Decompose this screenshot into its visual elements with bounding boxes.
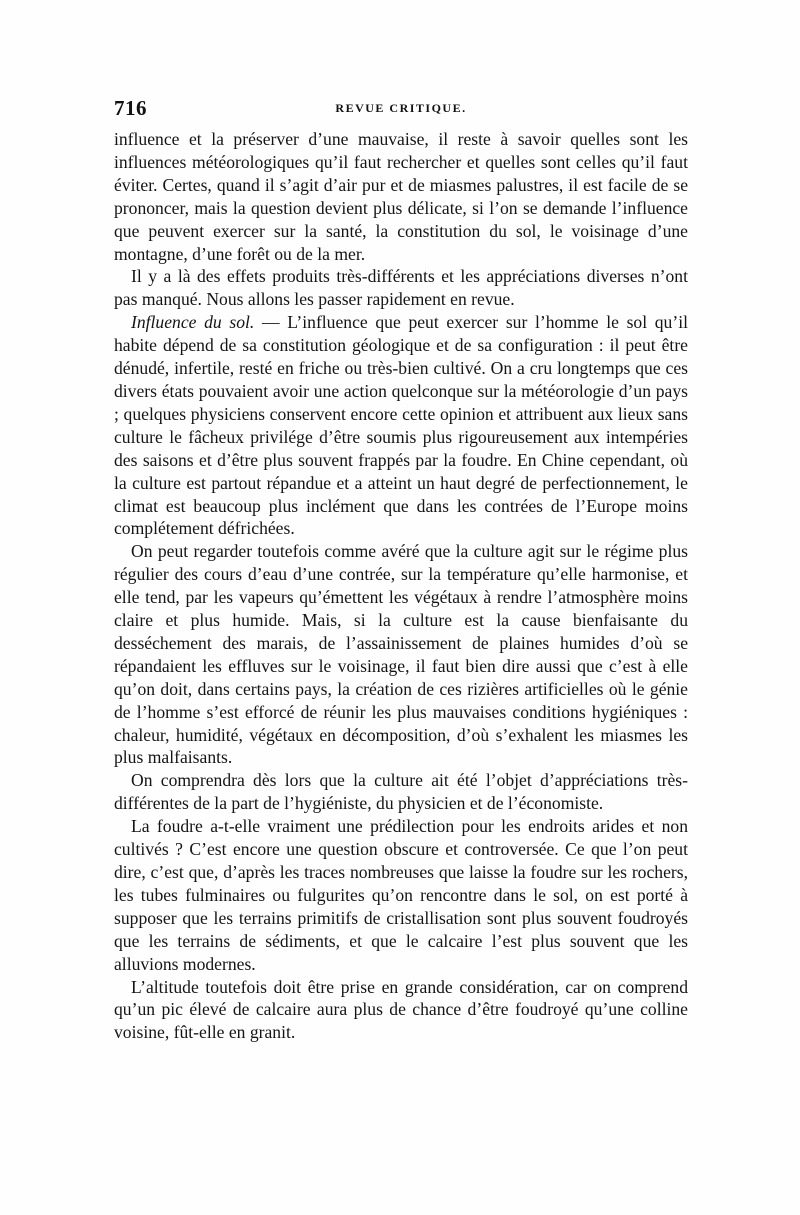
running-title: REVUE CRITIQUE. xyxy=(335,101,467,115)
paragraph-2: Il y a là des effets produits très-différents et les appréciations diverses n’ont pas manqué. Nous allons les passer rapidement en revue. xyxy=(114,266,688,310)
section-heading-influence-du-sol: Influence du sol. xyxy=(131,312,255,333)
paragraph-4: On peut regarder toutefois comme avéré que la culture agit sur le régime plus régulier des cours d’eau d’une contrée, sur la température qu’elle harmonise, et elle tend, par les vapeurs qu’émettent les végétaux à rendre l’atmosphère moins claire et plus humide. Mais, si la culture est la cause bienfaisante du desséchement des marais, de l’assainissement de plaines humides d’où se répandaient les effluves sur le voisinage, il faut bien dire aussi que c’est à elle qu’on doit, dans certains pays, la création de ces rizières artificielles où le génie de l’homme s’est efforcé de réunir les plus mauvaises conditions hygiéniques : chaleur, humidité, végétaux en décomposition, d’où s’exhalent les miasmes les plus malfaisants. xyxy=(114,541,688,768)
paragraph-7: L’altitude toutefois doit être prise en grande considération, car on comprend qu’un pic élevé de calcaire aura plus de chance d’être foudroyé qu’une colline voisine, fût-elle en granit. xyxy=(114,976,688,1043)
paragraph-3 xyxy=(114,311,688,540)
body-text xyxy=(114,128,688,1044)
paragraph-1: influence et la préserver d’une mauvaise, il reste à savoir quelles sont les influences météorologiques qu’il faut rechercher et quelles sont celles qu’il faut éviter. Certes, quand il s’agit d’air pur et de miasmes palustres, il est facile de se prononcer, mais la question devient plus délicate, si l’on se demande l’influence que peuvent exercer sur la santé, la constitution du sol, le voisinage d’une montagne, d’une forêt ou de la mer. xyxy=(114,129,688,264)
page-number: 716 xyxy=(114,96,147,120)
paragraph-5: On comprendra dès lors que la culture ait été l’objet d’appréciations très-différentes de la part de l’hygiéniste, du physicien et de l’économiste. xyxy=(114,770,688,814)
paragraph-6: La foudre a-t-elle vraiment une prédilection pour les endroits arides et non cultivés ? C’est encore une question obscure et controversée. Ce que l’on peut dire, c’est que, d’après les traces nombreuses que laisse la foudre sur les rochers, les tubes fulminaires ou fulgurites qu’on rencontre dans le sol, on est porté à supposer que les terrains primitifs de cristallisation sont plus souvent foudroyés que les terrains de sédiments, et que le calcaire l’est plus souvent que les alluvions modernes. xyxy=(114,816,688,974)
paragraph-3-text: — L’influence que peut exercer sur l’homme le sol qu’il habite dépend de sa constitution géologique et de sa configuration : il peut être dénudé, infertile, resté en friche ou très-bien cultivé. On a cru longtemps que ces divers états pouvaient avoir une action quelconque sur la météorologie d’un pays ; quelques physiciens conservent encore cette opinion et attribuent aux lieux sans culture le fâcheux privilége d’être soumis plus rigoureusement aux intempéries des saisons et d’être plus souvent frappés par la foudre. En Chine cependant, où la culture est partout répandue et a atteint un haut degré de perfectionnement, le climat est beaucoup plus inclément que dans les contrées de l’Europe moins complétement défrichées. xyxy=(114,312,688,539)
page-header xyxy=(114,96,688,126)
